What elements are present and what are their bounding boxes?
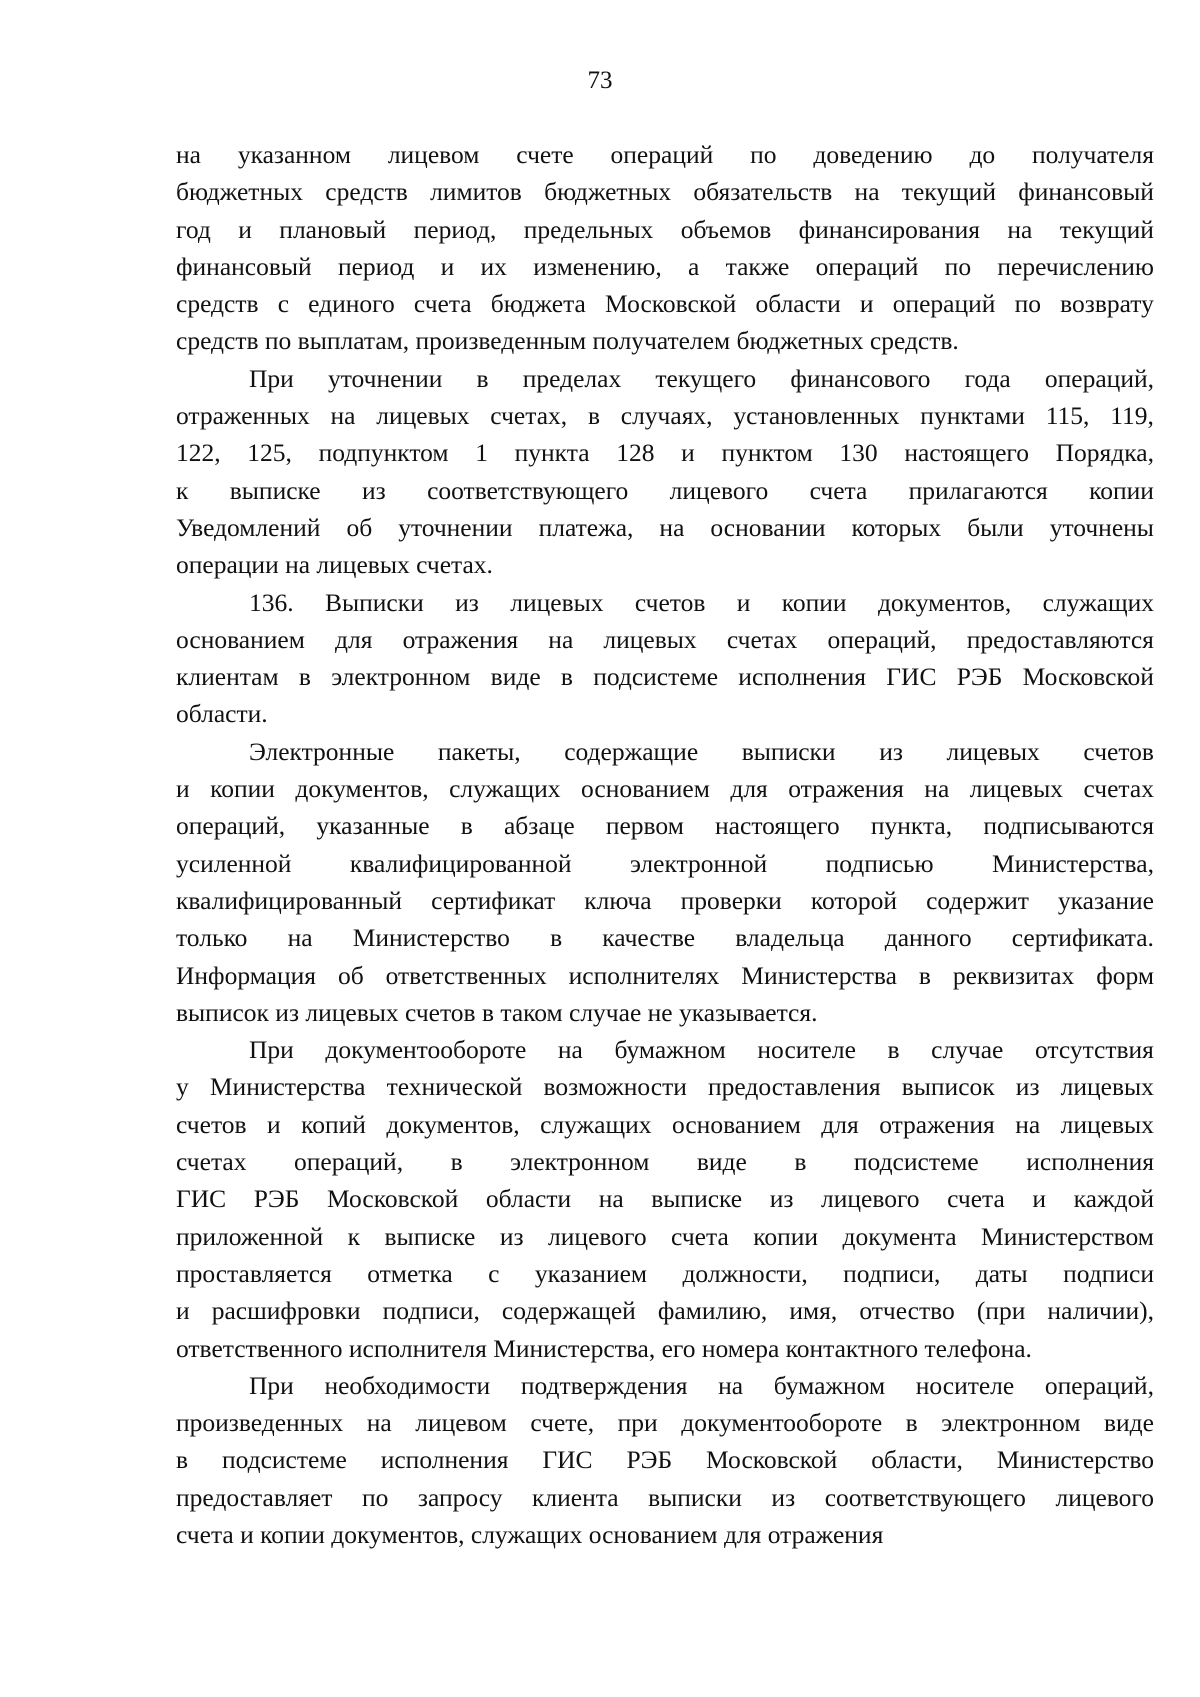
text-line: средств с единого счета бюджета Московской области и операций по возврату [176,289,1154,319]
paragraph [176,584,1154,733]
text-line: счетах операций, в электронном виде в подсистеме исполнения [176,1147,1154,1177]
text-line: Информация об ответственных исполнителях Министерства в реквизитах форм [176,960,1154,990]
text-line: При необходимости подтверждения на бумажном носителе операций, [249,1370,1154,1400]
text-line: счета и копии документов, служащих основанием для отражения [176,1519,884,1549]
text-line: и копии документов, служащих основанием для отражения на лицевых счетах [176,774,1154,804]
paragraph [176,733,1154,1031]
text-line: предоставляет по запросу клиента выписки из соответствующего лицевого [176,1482,1154,1512]
text-line: усиленной квалифицированной электронной подписью Министерства, [176,848,1154,878]
text-line: ГИС РЭБ Московской области на выписке из лицевого счета и каждой [176,1184,1154,1214]
paragraph [176,136,1154,360]
text-line: финансовый период и их изменению, а также операций по перечислению [176,251,1154,281]
text-line: основанием для отражения на лицевых счетах операций, предоставляются [176,624,1154,654]
page-number: 73 [587,67,613,94]
text-line: средств по выплатам, произведенным получателем бюджетных средств. [176,326,959,356]
text-line: в подсистеме исполнения ГИС РЭБ Московской области, Министерство [176,1445,1154,1475]
text-line: операций, указанные в абзаце первом настоящего пункта, подписываются [176,811,1154,841]
paragraph [176,360,1154,584]
text-line: год и плановый период, предельных объемов финансирования на текущий [176,214,1154,244]
text-line: только на Министерство в качестве владельца данного сертификата. [176,923,1154,953]
text-line: 122, 125, подпунктом 1 пункта 128 и пунктом 130 настоящего Порядка, [176,438,1154,468]
text-line: произведенных на лицевом счете, при документообороте в электронном виде [176,1408,1154,1438]
text-line: бюджетных средств лимитов бюджетных обязательств на текущий финансовый [176,177,1154,207]
text-line: области. [176,699,268,729]
text-line: к выписке из соответствующего лицевого счета прилагаются копии [176,475,1154,505]
paragraph [176,1367,1154,1553]
document-body [176,136,1154,1553]
text-line: приложенной к выписке из лицевого счета копии документа Министерством [176,1221,1154,1251]
text-line: выписок из лицевых счетов в таком случае не указывается. [176,997,818,1027]
text-line: проставляется отметка с указанием должности, подписи, даты подписи [176,1258,1154,1288]
text-line: и расшифровки подписи, содержащей фамилию, имя, отчество (при наличии), [176,1296,1154,1326]
text-line: ответственного исполнителя Министерства, его номера контактного телефона. [176,1333,1032,1363]
text-line: При документообороте на бумажном носителе в случае отсутствия [249,1035,1154,1065]
text-line: на указанном лицевом счете операций по доведению до получателя [176,140,1154,169]
text-line: отраженных на лицевых счетах, в случаях, установленных пунктами 115, 119, [176,401,1154,431]
text-line: операции на лицевых счетах. [176,550,493,580]
text-line: Электронные пакеты, содержащие выписки из лицевых счетов [249,736,1154,766]
text-line: счетов и копий документов, служащих основанием для отражения на лицевых [176,1109,1154,1139]
paragraph [176,1031,1154,1367]
text-line: 136. Выписки из лицевых счетов и копии документов, служащих [249,587,1154,617]
text-line: квалифицированный сертификат ключа проверки которой содержит указание [176,885,1154,915]
text-line: Уведомлений об уточнении платежа, на основании которых были уточнены [176,512,1154,542]
text-line: у Министерства технической возможности предоставления выписок из лицевых [176,1072,1154,1102]
text-line: клиентам в электронном виде в подсистеме исполнения ГИС РЭБ Московской [176,662,1154,692]
text-line: При уточнении в пределах текущего финансового года операций, [249,363,1154,393]
